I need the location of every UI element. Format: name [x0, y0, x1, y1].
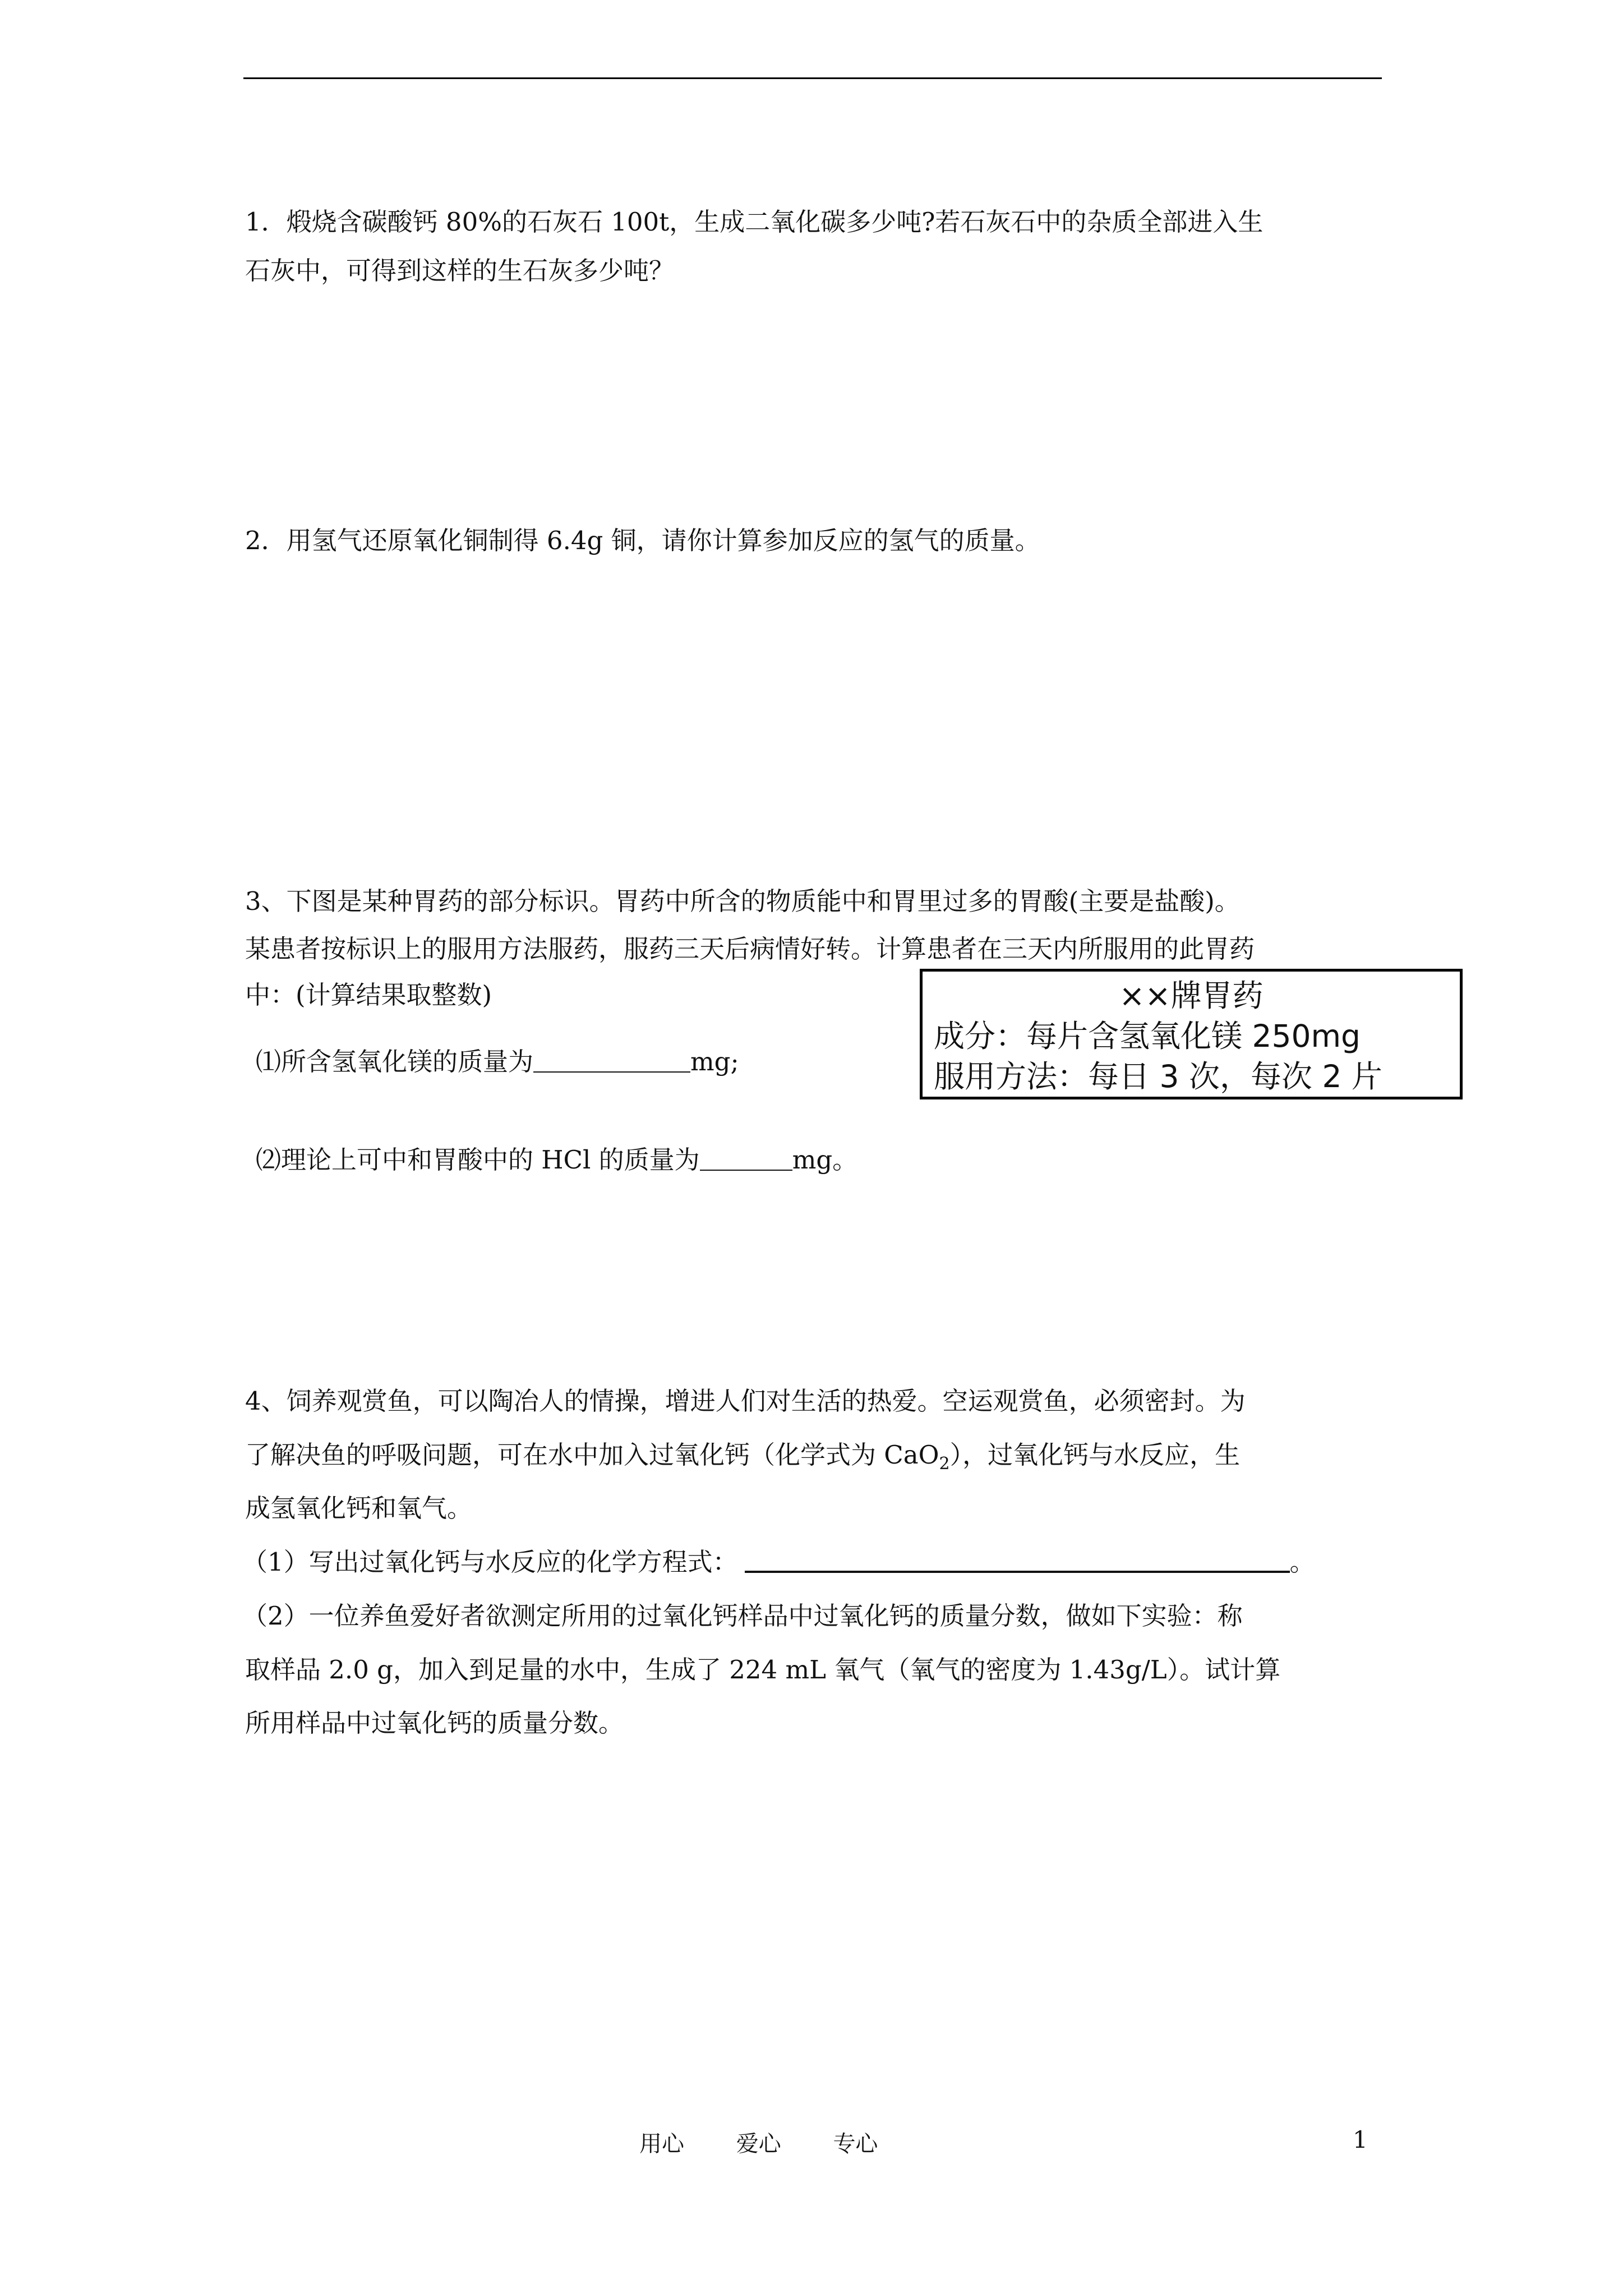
q4-line-3: 成氢氧化钙和氧气。 [245, 1493, 473, 1523]
q4-equation-answer-blank[interactable] [745, 1545, 1290, 1573]
q4-part-1 [242, 1541, 1386, 1583]
q3-sub1-prefix: ⑴所含氢氧化镁的质量为 [256, 1047, 534, 1076]
q3-sub2-prefix: ⑵理论上可中和胃酸中的 HCl 的质量为 [256, 1145, 700, 1175]
q4-line2-suffix: ），过氧化钙与水反应，生 [949, 1440, 1241, 1470]
q4-part1-prefix: （1）写出过氧化钙与水反应的化学方程式： [242, 1547, 738, 1577]
q2-line-1: 2．用氢气还原氧化铜制得 6.4g 铜，请你计算参加反应的氢气的质量。 [245, 526, 1040, 555]
q3-sub2-suffix: mg。 [792, 1145, 858, 1175]
q3-sub-2 [256, 1139, 1400, 1181]
q4-part1-suffix: 。 [1289, 1547, 1315, 1577]
q3-line-2: 某患者按标识上的服用方法服药，服药三天后病情好转。计算患者在三天内所服用的此胃药 [245, 934, 1255, 964]
q3-sub2-answer-blank[interactable] [700, 1144, 792, 1171]
q4-line2-prefix: 了解决鱼的呼吸问题，可在水中加入过氧化钙（化学式为 CaO [245, 1440, 939, 1470]
q4-part2-line-1: （2）一位养鱼爱好者欲测定所用的过氧化钙样品中过氧化钙的质量分数，做如下实验：称 [242, 1601, 1243, 1631]
footer-item: 爱心 [736, 2131, 781, 2157]
q4-formula-subscript: 2 [939, 1454, 950, 1474]
q3-sub1-answer-blank[interactable] [533, 1046, 690, 1073]
medicine-label-title: ××牌胃药 [1119, 978, 1264, 1014]
page-number: 1 [1353, 2126, 1368, 2154]
footer-item: 专心 [833, 2131, 878, 2157]
q3-sub1-suffix: mg; [690, 1047, 739, 1076]
q1-line-1: 1．煅烧含碳酸钙 80%的石灰石 100t，生成二氧化碳多少吨?若石灰石中的杂质全部进入生 [245, 207, 1264, 237]
q3-line-3: 中：(计算结果取整数) [245, 980, 492, 1010]
footer-item: 用心 [639, 2131, 684, 2157]
q1-line-2: 石灰中，可得到这样的生石灰多少吨？ [245, 256, 675, 286]
medicine-label-usage: 服用方法：每日 3 次，每次 2 片 [934, 1059, 1382, 1094]
q4-line-2 [245, 1434, 1389, 1485]
q4-part2-line-3: 所用样品中过氧化钙的质量分数。 [245, 1708, 624, 1738]
header-rule [243, 77, 1382, 79]
q4-part2-line-2: 取样品 2.0 g，加入到足量的水中，生成了 224 mL 氧气（氧气的密度为 1.43g/L）。试计算 [245, 1655, 1281, 1685]
q3-line-1: 3、下图是某种胃药的部分标识。胃药中所含的物质能中和胃里过多的胃酸(主要是盐酸)。 [245, 886, 1240, 916]
page-footer [639, 2126, 923, 2158]
medicine-label-box [920, 969, 1463, 1099]
q4-line-1: 4、饲养观赏鱼，可以陶冶人的情操，增进人们对生活的热爱。空运观赏鱼，必须密封。为 [245, 1386, 1246, 1416]
medicine-label-ingredient: 成分：每片含氢氧化镁 250mg [934, 1018, 1361, 1054]
